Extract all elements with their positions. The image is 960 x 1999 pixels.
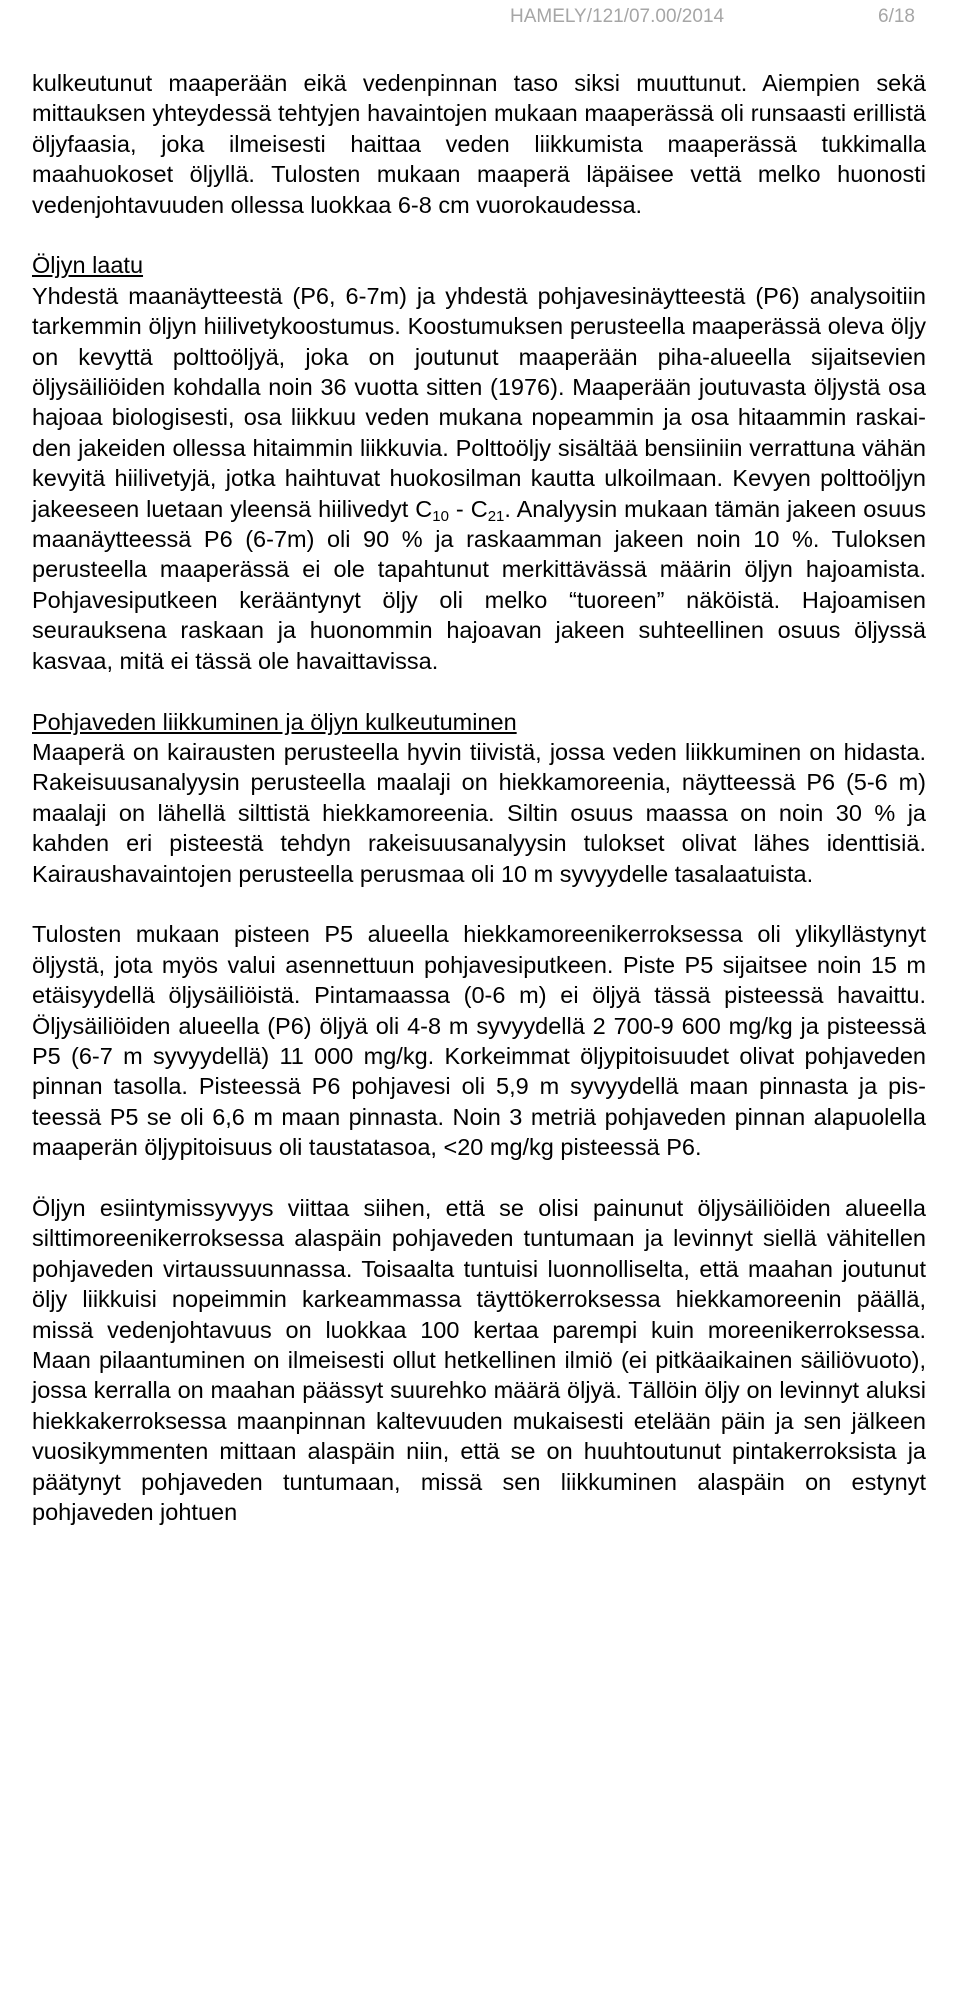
page-header [0, 6, 960, 36]
paragraph-soil: Maaperä on kairausten perusteella hyvin tiivistä, jossa veden liikkuminen on hidasta. Rakeisuusanalyysin perusteella maalaji on hiekkamoreenia, näytteessä P6 (5-6 m) maalaji on lähellä silttistä hiekkamoreenia. Siltin osuus maassa on noin 30 % ja kahden eri pisteestä tehdyn rakeisuusanalyysin tulokset olivat lähes identtisiä. Kairaushavaintojen perusteella perusmaa oli 10 m syvyydelle tasalaatuista. [32, 738, 926, 887]
paragraph-text: Yhdestä maanäytteestä (P6, 6-7m) ja yhdestä pohjavesinäytteestä (P6) analysoitiin tarkemmin öljyn hiilivetykoostumus. Koostumuksen perusteella maaperässä oleva öljy on kevyttä polttoöljyä, joka on joutunut maaperään piha-alueella sijaitsevien öljysäiliöiden kohdalla noin 36 vuotta sitten (1976). Maaperään joutuvasta öljystä osa hajoaa biologisesti, osa liikkuu veden mukana nopeammin ja osa hitaammin raskaiden jakeiden ollessa hitaimmin liikkuvia. Polttoöljy sisältää bensiiniin verrattuna vähän kevyitä hiilivetyjä, jotka haihtuvat huokosilman kautta ulkoilmaan. Kevyen polttoöljyn jakeeseen luetaan yleensä hiilivedyt C [32, 282, 926, 522]
paragraph-results: Tulosten mukaan pisteen P5 alueella hiekkamoreenikerroksessa oli ylikyllästynyt öljystä, jota myös valui asennettuun pohjavesiputkeen. Piste P5 sijaitsee noin 15 m etäisyydellä öljysäiliöistä. Pintamaassa (0-6 m) ei öljyä tässä pisteessä havaittu. Öljysäiliöiden alueella (P6) öljyä oli 4-8 m syvyydellä 2 700-9 600 mg/kg ja pisteessä P5 (6-7 m syvyydellä) 11 000 mg/kg. Korkeimmat öljypitoisuudet olivat pohjaveden pinnan tasolla. Pisteessä P6 pohjavesi oli 5,9 m syvyydellä maan pinnasta ja pisteessä P5 se oli 6,6 m maan pinnasta. Noin 3 metriä pohjaveden pinnan alapuolella maaperän öljypitoisuus oli taustatasoa, <20 mg/kg pisteessä P6. [32, 921, 926, 1161]
section-heading-oil-quality: Öljyn laatu [32, 252, 144, 279]
page-number: 6/18 [878, 6, 915, 27]
subscript: 10 [432, 507, 449, 525]
paragraph-intro: kulkeutunut maaperään eikä vedenpinnan taso siksi muuttunut. Aiempien sekä mittauksen yhteydessä tehtyjen havaintojen mukaan maaperässä oli runsaasti erillistä öljyfaasia, joka ilmeisesti haittaa veden liikkumista maaperässä tukkimalla maahuokoset öljyllä. Tulosten mukaan maaperä läpäisee vettä melko huonosti vedenjohtavuuden ollessa luokkaa 6-8 cm vuorokaudessa. [32, 70, 926, 218]
paragraph-text: . Analyysin mukaan tämän jakeen osuus maanäytteessä P6 (6-7m) oli 90 % ja raskaamman jakeen noin 10 %. Tuloksen perusteella maaperässä ei ole tapahtunut merkittävässä määrin öljyn hajoamista. Pohjavesiputkeen kerääntynyt öljy oli melko “tuoreen” näköistä. Hajoamisen seurauksena raskaan ja huonommin hajoavan jakeen suhteellinen osuus öljyssä kasvaa, mitä ei tässä ole havaittavissa. [32, 495, 926, 674]
document-id: HAMELY/121/07.00/2014 [510, 6, 725, 27]
subscript: 21 [487, 507, 505, 525]
paragraph-oil-composition [32, 281, 926, 676]
paragraph-text: - C [448, 495, 488, 522]
document-body [32, 68, 926, 1527]
section-heading-groundwater: Pohjaveden liikkuminen ja öljyn kulkeutuminen [32, 708, 517, 735]
paragraph-oil-depth: Öljyn esiintymissyvyys viittaa siihen, että se olisi painunut öljysäiliöiden alueella silttimoreenikerroksessa alaspäin pohjaveden tuntumaan ja levinnyt siellä vähitellen pohjaveden virtaussuunnassa. Toisaalta tuntuisi luonnolliselta, että maahan joutunut öljy liikkuisi nopeimmin karkeammassa täyttökerroksessa hiekkamoreenin päällä, missä vedenjohtavuus on luokkaa 100 kertaa parempi kuin moreenikerroksessa. Maan pilaantuminen on ilmeisesti ollut hetkellinen ilmiö (ei pitkäaikainen säiliövuoto), jossa kerralla on maahan päässyt suurehko määrä öljyä. Tällöin öljy on levinnyt aluksi hiekkakerroksessa maanpinnan kaltevuuden mukaisesti etelään päin ja sen jälkeen vuosikymmenten mittaan alaspäin niin, että se on huuhtoutunut pintakerroksista ja päätynyt pohjaveden tuntumaan, missä sen liikkuminen alaspäin on estynyt pohjaveden johtuen [32, 1194, 926, 1526]
